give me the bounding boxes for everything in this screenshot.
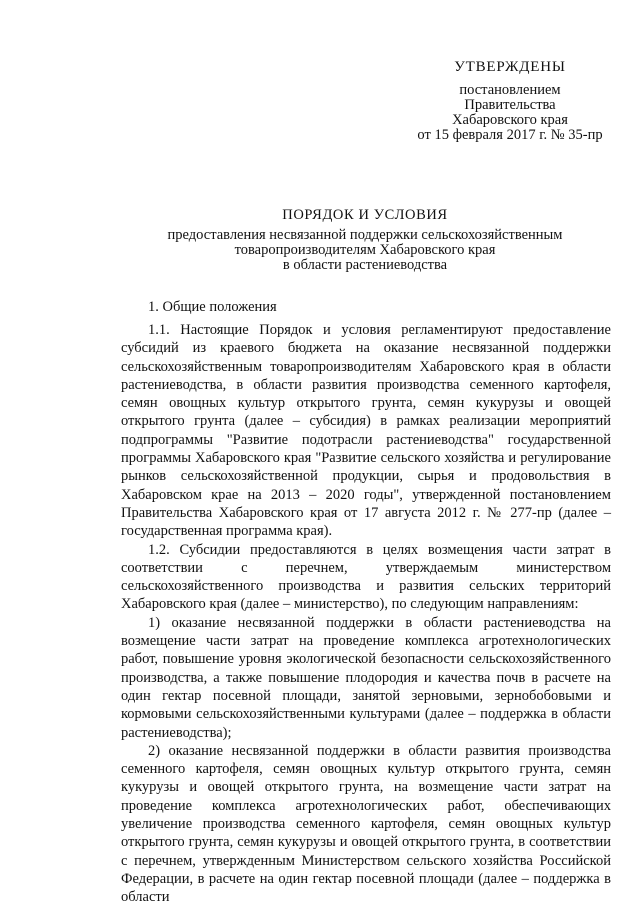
document-title: ПОРЯДОК И УСЛОВИЯ	[282, 207, 448, 223]
subtitle-line: товаропроизводителям Хабаровского края	[234, 242, 496, 258]
approval-block	[405, 60, 615, 143]
section-heading: 1. Общие положения	[148, 299, 277, 315]
document-subtitle	[0, 228, 640, 273]
approval-line: Правительства	[464, 97, 556, 113]
subtitle-line: предоставления несвязанной поддержки сельскохозяйственным	[167, 227, 563, 243]
paragraph-1-2: 1.2. Субсидии предоставляются в целях возмещения части затрат в соответствии с перечнем, утверждаемым министерством сельскохозяйственного производства и развития сельских территорий Хабаровского края (далее – министерство), по следующим направлениям:	[121, 541, 611, 613]
paragraph-item-2: 2) оказание несвязанной поддержки в области развития производства семенного картофеля, семян овощных культур открытого грунта, семян кукурузы и овощей открытого грунта, на возмещение части затрат на проведение комплекса агротехнологических работ, обеспечивающих увеличение производства семенного картофеля, семян овощных культур открытого грунта, семян кукурузы и овощей открытого грунта, в соответствии с перечнем, утвержденным Министерством сельского хозяйства Российской Федерации, в расчете на один гектар посевной площади (далее – поддержка в области	[121, 742, 611, 906]
subtitle-line: в области растениеводства	[282, 257, 448, 273]
approval-line: постановлением	[459, 82, 561, 98]
approval-heading: УТВЕРЖДЕНЫ	[454, 59, 566, 75]
approval-date: от 15 февраля 2017 г. № 35-пр	[417, 127, 603, 143]
approval-line: Хабаровского края	[452, 112, 568, 128]
paragraph-1-1: 1.1. Настоящие Порядок и условия регламентируют предоставление субсидий из краевого бюджета на оказание несвязанной поддержки сельскохозяйственным товаропроизводителям Хабаровского края в области растениеводства, в области развития производства семенного картофеля, семян овощных культур открытого грунта, семян кукурузы и овощей открытого грунта (далее – субсидия) в рамках реализации мероприятий подпрограммы "Развитие подотрасли растениеводства" государственной программы Хабаровского края "Развитие сельского хозяйства и регулирование рынков сельскохозяйственной продукции, сырья и продовольствия в Хабаровском крае на 2013 – 2020 годы", утвержденной постановлением Правительства Хабаровского края от 17 августа 2012 г. № 277-пр (далее – государственная программа края).	[121, 322, 611, 540]
paragraph-item-1: 1) оказание несвязанной поддержки в области растениеводства на возмещение части затрат на проведение комплекса агротехнологических работ, повышение уровня экологической безопасности сельскохозяйственного производства, а также повышение плодородия и качества почв в расчете на один гектар посевной площади, занятой зерновыми, зернобобовыми и кормовыми сельскохозяйственными культурами (далее – поддержка в области растениеводства);	[121, 614, 611, 741]
document-body	[121, 321, 611, 907]
